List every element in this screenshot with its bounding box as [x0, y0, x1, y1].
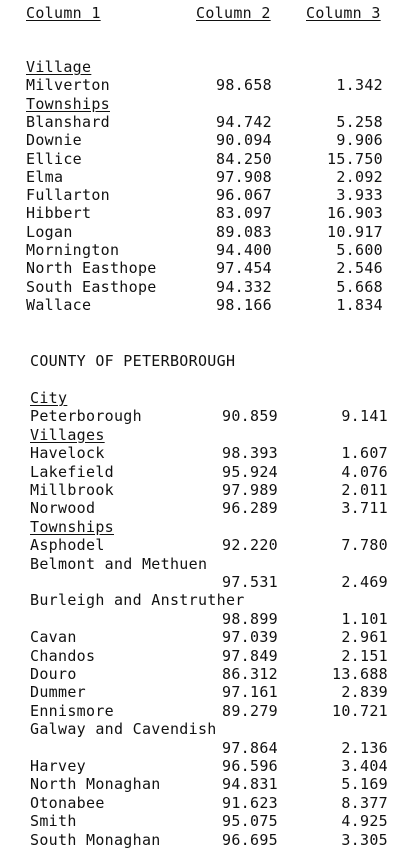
table-row: [0, 278, 412, 296]
municipality-name: Hibbert: [26, 204, 92, 223]
column-2-value: 96.695: [222, 830, 278, 849]
villages-heading-label: Villages: [30, 425, 105, 444]
townships-heading: [0, 95, 412, 113]
municipality-name: Harvey: [30, 757, 86, 775]
municipality-name: Galway and Cavendish: [30, 720, 217, 739]
county-title: COUNTY OF PETERBOROUGH: [30, 352, 236, 370]
municipality-name: North Easthope: [26, 259, 157, 278]
table-row: [0, 463, 412, 481]
column-2-value: 98.658: [216, 76, 272, 95]
column-3-value: 10.917: [327, 222, 383, 241]
municipality-name: Fullarton: [26, 186, 110, 205]
column-2-value: 97.039: [222, 628, 278, 647]
column-2-value: 90.094: [216, 131, 272, 150]
table-row: [0, 794, 412, 812]
municipality-name: Peterborough: [30, 407, 142, 426]
table-row: [0, 757, 412, 775]
column-2-value: 94.400: [216, 241, 272, 259]
column-3-value: 5.668: [336, 277, 383, 296]
municipality-name: Dummer: [30, 683, 86, 702]
municipality-name: South Monaghan: [30, 830, 161, 849]
municipality-name: Millbrook: [30, 481, 114, 499]
column-3-value: 1.607: [341, 444, 388, 463]
column-2-value: 98.393: [222, 444, 278, 463]
column-3-value: 16.903: [327, 204, 383, 223]
column-2-value: 97.908: [216, 167, 272, 186]
column-2-value: 83.097: [216, 204, 272, 223]
column-2-value: 95.075: [222, 812, 278, 831]
table-row: [0, 241, 412, 259]
table-row-values: [0, 739, 412, 757]
table-row: [0, 665, 412, 683]
municipality-name: Chandos: [30, 646, 96, 665]
column-2-value: 89.279: [222, 701, 278, 720]
column-3-value: 9.141: [341, 407, 388, 426]
table-row: [0, 223, 412, 241]
table-row: [0, 444, 412, 462]
column-2-value: 96.067: [216, 186, 272, 205]
municipality-name: Norwood: [30, 499, 96, 518]
table-row: [0, 131, 412, 149]
table-row: [0, 775, 412, 793]
table-row: [0, 720, 412, 738]
table-row: [0, 555, 412, 573]
municipality-name: Mornington: [26, 241, 120, 259]
table-row: [0, 113, 412, 131]
table-row: [0, 204, 412, 222]
column-3-value: 10.721: [332, 701, 388, 720]
column-3-value: 3.305: [341, 830, 388, 849]
column-3-value: 2.092: [336, 167, 383, 186]
column-2-value: 96.596: [222, 757, 278, 775]
city-heading-label: City: [30, 389, 68, 407]
municipality-name: Blanshard: [26, 112, 110, 131]
municipality-name: Douro: [30, 665, 77, 683]
column-3-value: 3.711: [341, 499, 388, 518]
townships-heading: [0, 518, 412, 536]
column-3-value: 2.151: [341, 646, 388, 665]
column-3-header: Column 3: [306, 4, 381, 22]
column-3-value: 9.906: [336, 131, 383, 150]
table-row: [0, 591, 412, 609]
municipality-name: North Monaghan: [30, 775, 161, 794]
table-row: [0, 536, 412, 554]
column-2-value: 97.454: [216, 259, 272, 278]
municipality-name: Elma: [26, 167, 64, 186]
column-3-value: 1.834: [336, 295, 383, 314]
table-row: [0, 186, 412, 204]
column-2-value: 92.220: [222, 536, 278, 555]
table-row: [0, 76, 412, 94]
column-3-value: 1.342: [336, 76, 383, 95]
column-3-value: 2.961: [341, 628, 388, 647]
column-2-value: 86.312: [222, 665, 278, 683]
column-2-value: 97.161: [222, 683, 278, 702]
municipality-name: South Easthope: [26, 277, 157, 296]
table-row: [0, 259, 412, 277]
municipality-name: Downie: [26, 131, 82, 150]
table-row: [0, 296, 412, 314]
column-2-value: 84.250: [216, 149, 272, 168]
municipality-name: Ennismore: [30, 701, 114, 720]
column-3-value: 5.258: [336, 112, 383, 131]
townships-heading-label: Townships: [26, 94, 110, 113]
column-3-value: 2.546: [336, 259, 383, 278]
column-2-value: 95.924: [222, 462, 278, 481]
column-3-value: 1.101: [341, 609, 388, 628]
column-3-value: 2.839: [341, 683, 388, 702]
column-2-value: 89.083: [216, 222, 272, 241]
column-2-value: 98.166: [216, 295, 272, 314]
city-heading: [0, 389, 412, 407]
column-3-value: 4.076: [341, 462, 388, 481]
municipality-name: Belmont and Methuen: [30, 554, 208, 573]
townships-heading-label: Townships: [30, 517, 114, 536]
column-3-value: 2.136: [341, 738, 388, 757]
table-row-values: [0, 573, 412, 591]
column-2-value: 94.332: [216, 277, 272, 296]
column-2-value: 97.989: [222, 481, 278, 499]
table-row: [0, 628, 412, 646]
column-3-value: 5.169: [341, 775, 388, 794]
municipality-name: Asphodel: [30, 536, 105, 555]
column-2-header: Column 2: [196, 4, 271, 22]
column-2-value: 94.831: [222, 775, 278, 794]
municipality-name: Burleigh and Anstruther: [30, 591, 245, 610]
column-3-value: 8.377: [341, 793, 388, 812]
municipality-name: Wallace: [26, 295, 92, 314]
column-2-value: 97.864: [222, 738, 278, 757]
column-3-value: 3.404: [341, 757, 388, 775]
municipality-name: Milverton: [26, 76, 110, 95]
table-row: [0, 499, 412, 517]
village-heading: [0, 58, 412, 76]
municipality-name: Havelock: [30, 444, 105, 463]
table-row: [0, 812, 412, 830]
column-2-value: 97.849: [222, 646, 278, 665]
table-row: [0, 647, 412, 665]
table-row: [0, 168, 412, 186]
column-3-value: 4.925: [341, 812, 388, 831]
table-row-values: [0, 610, 412, 628]
table-row: [0, 481, 412, 499]
village-heading-label: Village: [26, 58, 92, 76]
table-row: [0, 683, 412, 701]
column-2-value: 96.289: [222, 499, 278, 518]
column-3-value: 3.933: [336, 186, 383, 205]
column-2-value: 90.859: [222, 407, 278, 426]
column-1-header: Column 1: [26, 4, 101, 22]
table-row: [0, 150, 412, 168]
municipality-name: Smith: [30, 812, 77, 831]
municipality-name: Logan: [26, 222, 73, 241]
column-2-value: 94.742: [216, 112, 272, 131]
municipality-name: Ellice: [26, 149, 82, 168]
column-3-value: 2.469: [341, 573, 388, 591]
column-header-row: [0, 4, 412, 22]
county-title-row: [0, 352, 412, 370]
column-3-value: 5.600: [336, 241, 383, 259]
table-row: [0, 407, 412, 425]
villages-heading: [0, 426, 412, 444]
municipality-name: Otonabee: [30, 793, 105, 812]
column-3-value: 7.780: [341, 536, 388, 555]
table-row: [0, 702, 412, 720]
column-3-value: 15.750: [327, 149, 383, 168]
column-3-value: 2.011: [341, 481, 388, 499]
column-2-value: 91.623: [222, 793, 278, 812]
municipality-name: Cavan: [30, 628, 77, 647]
table-row: [0, 831, 412, 849]
column-2-value: 97.531: [222, 573, 278, 591]
municipality-name: Lakefield: [30, 462, 114, 481]
column-3-value: 13.688: [332, 665, 388, 683]
column-2-value: 98.899: [222, 609, 278, 628]
